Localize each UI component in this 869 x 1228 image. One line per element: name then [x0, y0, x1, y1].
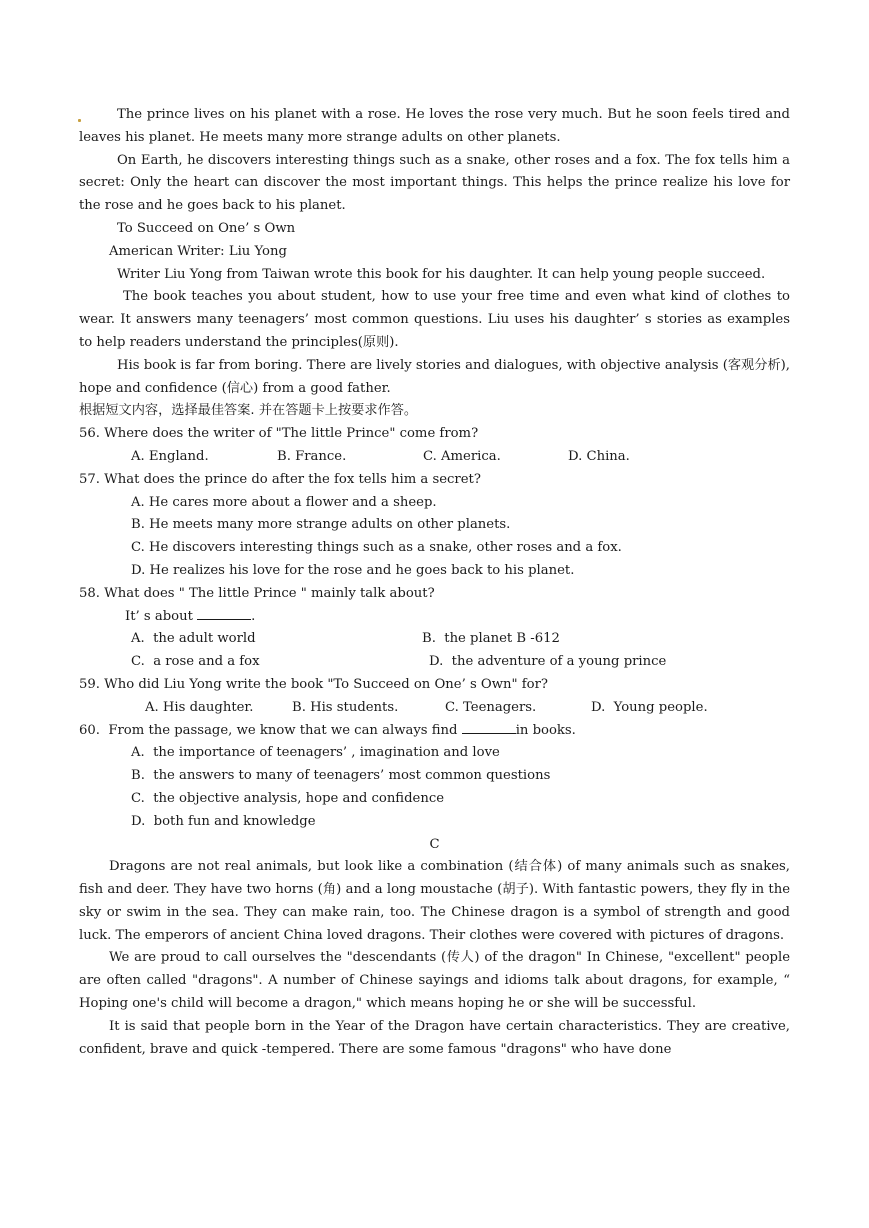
- question-56-stem: 56. Where does the writer of "The little Prince" come from?: [79, 426, 479, 442]
- option-d[interactable]: D. Young people.: [591, 699, 708, 715]
- question-60-stem: [79, 720, 790, 743]
- section-c-paragraph-1: Dragons are not real animals, but look like a combination (结合体) of many animals such as snakes, fish and deer. They have two horns (角) and a long moustache (胡子). With fantastic powers, they fly in the sky or swim in the sea. They can make rain, too. The Chinese dragon is a symbol of strength and good luck. The emperors of ancient China loved dragons. Their clothes were covered with pictures of dragons.: [79, 859, 790, 943]
- option-a[interactable]: A. the adult world: [131, 631, 256, 647]
- question-58-sub-suffix: .: [251, 608, 256, 624]
- question-59-options: [79, 697, 790, 720]
- option-c[interactable]: C. America.: [423, 448, 501, 464]
- option-c[interactable]: C. the objective analysis, hope and confidence: [131, 790, 445, 806]
- answer-blank: [197, 606, 251, 620]
- question-56-options: [79, 446, 790, 469]
- question-57-stem: 57. What does the prince do after the fox tells him a secret?: [79, 471, 481, 487]
- option-b[interactable]: B. the answers to many of teenagers’ most common questions: [131, 768, 551, 784]
- option-a[interactable]: A. the importance of teenagers’ , imagination and love: [131, 745, 500, 761]
- answer-blank: [462, 720, 516, 734]
- option-c[interactable]: C. He discovers interesting things such as a snake, other roses and a fox.: [131, 540, 622, 556]
- option-d[interactable]: D. He realizes his love for the rose and he goes back to his planet.: [131, 562, 575, 578]
- option-b[interactable]: B. the planet B -612: [422, 631, 560, 647]
- book-title: To Succeed on One’ s Own: [117, 220, 296, 236]
- print-speck: [78, 119, 81, 122]
- passage-b-paragraph-4: The book teaches you about student, how to use your free time and even what kind of clothes to wear. It answers many teenagers’ most common questions. Liu uses his daughter’ s stories as examples to help readers understand the principles(原则).: [79, 289, 790, 350]
- option-c[interactable]: C. Teenagers.: [445, 699, 537, 715]
- option-d[interactable]: D. China.: [568, 448, 630, 464]
- passage-b-paragraph-3: Writer Liu Yong from Taiwan wrote this book for his daughter. It can help young people succeed.: [117, 266, 766, 282]
- passage-b-paragraph-1: The prince lives on his planet with a rose. He loves the rose very much. But he soon feels tired and leaves his planet. He meets many more strange adults on other planets.: [79, 107, 790, 145]
- passage-b-paragraph-2: On Earth, he discovers interesting things such as a snake, other roses and a fox. The fox tells him a secret: Only the heart can discover the most important things. This helps the prince realize his love for the rose and he goes back to his planet.: [79, 152, 790, 214]
- question-60-stem-prefix: 60. From the passage, we know that we can always find: [79, 722, 458, 738]
- section-c-heading: C: [429, 836, 440, 852]
- question-60-stem-suffix: in books.: [515, 722, 576, 738]
- option-a[interactable]: A. His daughter.: [145, 699, 254, 715]
- option-a[interactable]: A. He cares more about a flower and a sheep.: [131, 494, 437, 510]
- question-58-sub: [79, 606, 790, 629]
- option-b[interactable]: B. His students.: [292, 699, 399, 715]
- option-d[interactable]: D. both fun and knowledge: [131, 813, 316, 829]
- writer-line: American Writer: Liu Yong: [109, 243, 287, 259]
- option-c[interactable]: C. a rose and a fox: [131, 654, 260, 670]
- passage-b-paragraph-5: His book is far from boring. There are lively stories and dialogues, with objective analysis (客观分析), hope and confidence (信心) from a good father.: [79, 357, 790, 396]
- question-58-options-row-1: [79, 628, 790, 651]
- question-58-stem: 58. What does " The little Prince " mainly talk about?: [79, 585, 435, 601]
- section-c-paragraph-2: We are proud to call ourselves the "descendants (传人) of the dragon" In Chinese, "excellent" people are often called "dragons". A number of Chinese sayings and idioms talk about dragons, for example, “ Hoping one's child will become a dragon," which means hoping he or she will be successful.: [79, 950, 790, 1012]
- option-d[interactable]: D. the adventure of a young prince: [429, 654, 667, 670]
- question-58-options-row-2: [79, 651, 790, 674]
- instruction: 根据短文内容，选择最佳答案. 并在答题卡上按要求作答。: [79, 403, 418, 419]
- section-c-paragraph-3: It is said that people born in the Year of the Dragon have certain characteristics. They are creative, confident, brave and quick -tempered. There are some famous "dragons" who have done: [79, 1018, 790, 1057]
- option-a[interactable]: A. England.: [131, 448, 209, 464]
- option-b[interactable]: B. He meets many more strange adults on other planets.: [131, 517, 511, 533]
- option-b[interactable]: B. France.: [277, 448, 347, 464]
- question-59-stem: 59. Who did Liu Yong write the book "To Succeed on One’ s Own" for?: [79, 676, 548, 692]
- question-58-sub-prefix: It’ s about: [125, 608, 193, 624]
